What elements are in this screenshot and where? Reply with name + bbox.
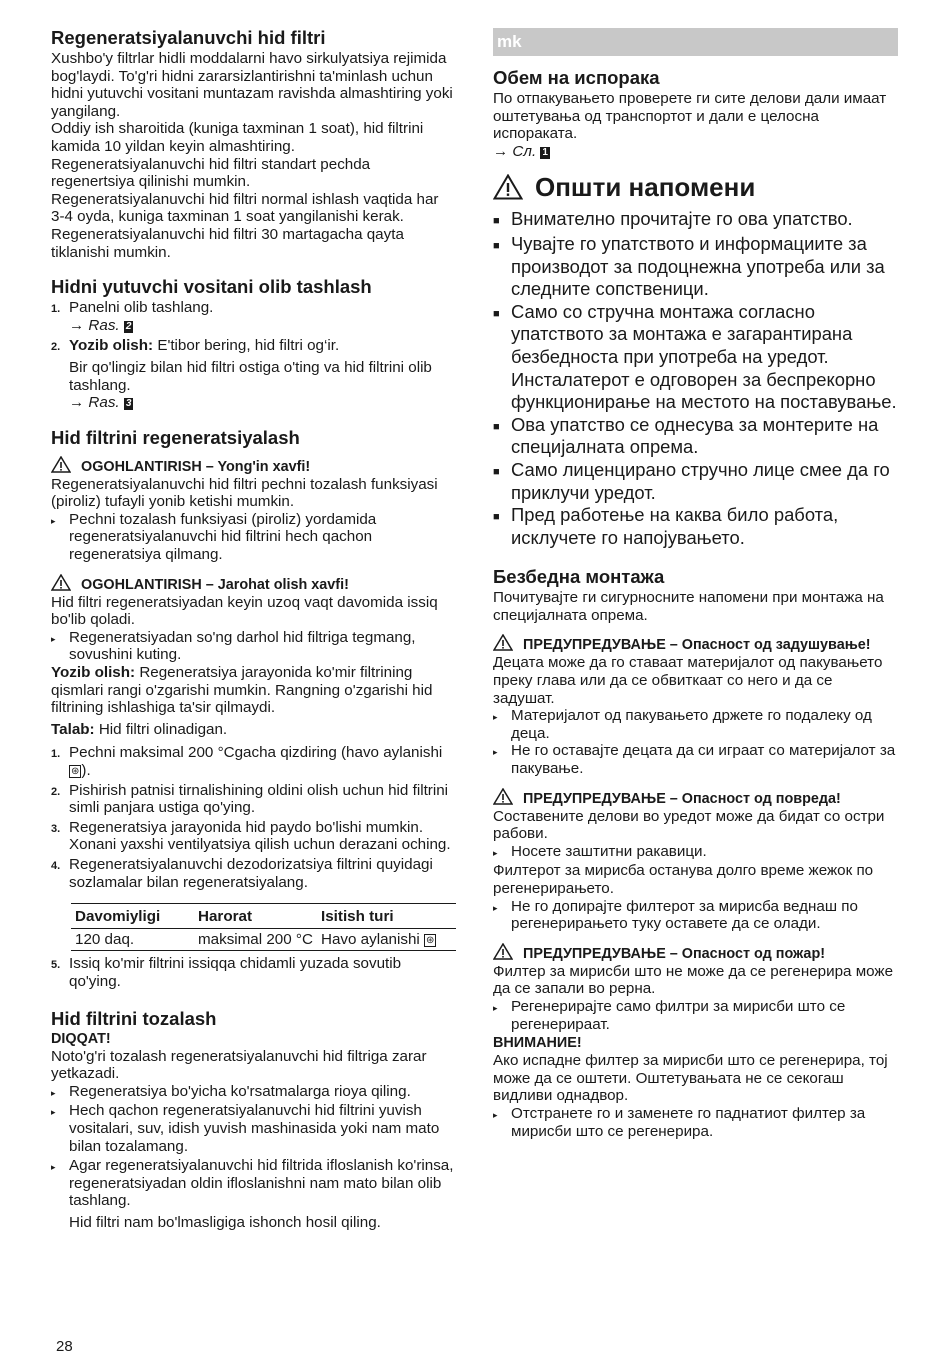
paragraph: Regeneratsiyalanuvchi hid filtri normal ishlash vaqtida har 3-4 oyda, kuniga taxminan 1 soat yangilanishi kerak. Regeneratsiyalanuvchi hid filtri 30 martagacha qayta tiklanishi mumkin.	[51, 190, 439, 261]
list-item	[51, 511, 456, 564]
warning-title-text: ПРЕДУПРЕДУВАЊЕ – Опасност од повреда!	[523, 790, 841, 807]
step-4	[51, 856, 456, 891]
step-1	[51, 744, 456, 779]
warning-triangle-icon	[51, 456, 71, 473]
list-item	[51, 1102, 456, 1155]
paragraph: По отпакувањето проверете ги сите делови дали имаат оштетувања од транспортот и дали е целосна испораката.	[493, 90, 887, 143]
list-item	[493, 301, 898, 414]
step-text	[69, 337, 456, 355]
list-item	[493, 504, 898, 549]
list-item	[51, 1083, 456, 1103]
bullet-arrow-icon: ▸	[51, 1162, 56, 1173]
step-text: Pishirish patnisi tirnalishining oldini olish uchun hid filtrini simli panjara ustiga qo'ying.	[69, 781, 449, 817]
list-item-text: Regeneratsiya bo'yicha ko'rsatmalarga rioya qiling.	[69, 1082, 411, 1100]
warning-triangle-icon	[493, 174, 523, 200]
table-cell: maksimal 200 °C	[194, 928, 317, 951]
warning-title-text: OGOHLANTIRISH – Yong'in xavfi!	[81, 458, 311, 475]
notice-title: ВНИМАНИЕ!	[493, 1035, 582, 1052]
requirement-label: Talab:	[51, 720, 95, 738]
list-item	[493, 707, 898, 742]
list-item	[493, 742, 898, 777]
list-item-text: Не го оставајте децата да си играат со материјалот за пакување.	[511, 742, 896, 778]
list-item	[493, 208, 898, 233]
paragraph: Noto'g'ri tozalash regeneratsiyalanuvchi hid filtriga zarar yetkazadi.	[51, 1047, 427, 1083]
section-title: Hid filtrini tozalash	[51, 1007, 217, 1029]
warning-title	[493, 943, 898, 963]
figure-ref	[69, 394, 456, 412]
list-item-text: Материјалот од пакувањето држете го подалеку од деца.	[511, 707, 872, 742]
paragraph: Децата може да го ставаат материјалот од пакувањето преку глава или да се обвиткаат со него и да се задушат.	[493, 654, 883, 707]
step-number: 1.	[51, 748, 61, 761]
convection-fan-icon: ⊛	[71, 766, 80, 777]
step-3	[51, 819, 456, 854]
notice-title: DIQQAT!	[51, 1030, 111, 1047]
bullet-square-icon: ■	[493, 420, 500, 433]
paragraph: Составените делови во уредот може да бидат со остри рабови.	[493, 807, 885, 843]
note-text: Regeneratsiya jarayonida ko'mir filtrining qismlari rangi o'zgarishi mumkin. Rangning o'zgarishi hid filtrining ishlashiga ta'sir qilmaydi.	[51, 664, 433, 717]
warning-title-text: OGOHLANTIRISH – Jarohat olish xavfi!	[81, 576, 349, 593]
paragraph: Почитувајте ги сигурносните напомени при монтажа на специјалната опрема.	[493, 589, 884, 624]
bullet-arrow-icon: ▸	[51, 633, 56, 644]
table-header-row	[71, 904, 456, 929]
list-item-text: Регенерирајте само филтри за мирисби што се регенерираат.	[511, 997, 846, 1033]
convection-fan-icon: ⊛	[426, 934, 435, 946]
warning-triangle-icon	[51, 574, 71, 591]
warning-triangle-icon	[493, 634, 513, 651]
table-cell	[317, 928, 456, 951]
warning-title	[493, 788, 898, 808]
section-heading-text: Општи напомени	[535, 172, 756, 203]
right-column	[493, 28, 898, 1140]
bullet-square-icon: ■	[493, 465, 500, 478]
table-cell: 120 daq.	[71, 928, 194, 951]
step-5	[51, 955, 456, 990]
paragraph: Hid filtri nam bo'lmasligiga ishonch hosil qiling.	[69, 1213, 381, 1231]
step-number: 5.	[51, 959, 61, 972]
figure-number-badge: 1	[542, 146, 548, 158]
figure-number-badge: 3	[125, 398, 132, 410]
bullet-arrow-icon: ▸	[493, 1002, 498, 1013]
warning-title	[51, 456, 456, 476]
table-header: Isitish turi	[317, 904, 456, 929]
paragraph: Regeneratsiyalanuvchi hid filtri pechni tozalash funksiyasi (piroliz) tufayli yonib ketishi mumkin.	[51, 475, 438, 511]
figure-number-badge: 2	[125, 320, 132, 332]
step-1	[51, 299, 456, 334]
warning-title	[493, 634, 898, 654]
bullet-arrow-icon: ▸	[493, 712, 498, 723]
requirement-text: Hid filtri olinadigan.	[94, 720, 228, 738]
list-item-text: Regeneratsiyadan so'ng darhol hid filtriga tegmang, sovushini kuting.	[69, 628, 416, 664]
list-item	[51, 629, 456, 664]
figure-ref	[493, 143, 898, 161]
list-item-text: Чувајте го упатството и информациите за производот за подоцнежна употреба или за следните сопственици.	[511, 232, 885, 300]
list-item-text: Носете заштитни ракавици.	[511, 842, 707, 860]
list-item	[493, 898, 898, 933]
page-number: 28	[56, 1338, 73, 1355]
bullet-square-icon: ■	[493, 511, 500, 524]
step-text: Issiq ko'mir filtrini issiqqa chidamli yuzada sovutib qo'ying.	[69, 955, 402, 990]
step-paragraph: Bir qo'lingiz bilan hid filtri ostiga o'ting va hid filtrini olib tashlang.	[69, 358, 432, 394]
warning-title-text: ПРЕДУПРЕДУВАЊЕ – Опасност од задушување!	[523, 637, 871, 654]
bullet-arrow-icon: ▸	[51, 515, 56, 526]
figure-ref	[69, 317, 213, 335]
bullet-arrow-icon: ▸	[493, 1109, 498, 1120]
figure-ref-text: → Ras.	[69, 394, 120, 412]
paragraph: Филтерот за мирисба останува долго време жежок по регенерирањето.	[493, 862, 874, 897]
step-2	[51, 782, 456, 817]
list-item-text: Ова упатство се однесува за монтерите на специјалната опрема.	[511, 413, 879, 458]
step-text-part: Pechni maksimal 200 °Cgacha qizdiring (havo aylanishi	[69, 744, 443, 762]
bullet-arrow-icon: ▸	[493, 747, 498, 758]
list-item	[493, 414, 898, 459]
warning-triangle-icon	[493, 943, 513, 960]
list-item	[51, 1157, 456, 1210]
paragraph: Xushbo'y filtrlar hidli moddalarni havo sirkulyatsiya rejimida bog'laydi. To'g'ri hidni zararsizlantirishni ta'minlash uchun hidni yutuvchi vositani muntazam ravishda almashtiring yoki yangilang.	[51, 50, 453, 120]
paragraph: Regeneratsiyalanuvchi hid filtri standart pechda regenertsiya qilinishi mumkin.	[51, 155, 371, 191]
list-item-text: Само лиценцирано стручно лице смее да го приклучи уредот.	[511, 458, 890, 503]
paragraph: Ако испадне филтер за мирисби што се регенерира, тој може да се оштети. Оштетувањата не се секогаш видливи однадвор.	[493, 1052, 888, 1105]
table-cell-text: Havo aylanishi	[321, 930, 420, 948]
table-header: Davomiyligi	[71, 904, 194, 929]
settings-table	[71, 903, 456, 951]
figure-ref-text: → Ras.	[69, 316, 120, 334]
paragraph: Hid filtri regeneratsiyadan keyin uzoq vaqt davomida issiq bo'lib qoladi.	[51, 593, 438, 629]
requirement	[51, 721, 456, 739]
left-column	[51, 28, 456, 1231]
list-item-text: Agar regeneratsiyalanuvchi hid filtrida ifloslanish ko'rinsa, regeneratsiyadan oldin ifloslanishni nam mato bilan olib tashlang.	[69, 1157, 454, 1210]
warning-title	[51, 574, 456, 594]
note-text: E'tibor bering, hid filtri og‘ir.	[153, 337, 340, 355]
note	[51, 664, 456, 717]
section-title: Безбедна монтажа	[493, 566, 665, 588]
paragraph: Филтер за мирисби што не може да се регенерира може да се запали во рерна.	[493, 962, 894, 998]
bullet-arrow-icon: ▸	[51, 1107, 56, 1118]
list-item-text: Не го допирајте филтерот за мирисба веднаш по регенерирањето туку оставете да се олади.	[511, 897, 858, 933]
list-item-text: Hech qachon regeneratsiyalanuvchi hid filtrini yuvish vositalari, suv, idish yuvish mashinasida yoki nam mato bilan tozalamang.	[69, 1102, 440, 1155]
bullet-arrow-icon: ▸	[493, 847, 498, 858]
list-item-text: Само со стручна монтажа согласно упатството за монтажа е загарантирана безбедноста при употреба на уредот. Инсталатерот е одговорен за беспрекорно функционирање на местото на поставување.	[511, 300, 897, 413]
step-text: Regeneratsiyalanuvchi dezodorizatsiya filtrini quyidagi sozlamalar bilan regeneratsiyalang.	[69, 855, 433, 891]
list-item	[493, 459, 898, 504]
section-title: Regeneratsiyalanuvchi hid filtri	[51, 27, 326, 48]
table-row	[71, 928, 456, 951]
figure-ref-text: → Сл.	[493, 142, 537, 160]
section-heading	[493, 172, 898, 202]
step-number: 2.	[51, 785, 61, 798]
step-text: Regeneratsiya jarayonida hid paydo bo'lishi mumkin. Xonani yaxshi ventilyatsiya qilish uchun derazani oching.	[69, 818, 451, 854]
section-title: Hidni yutuvchi vositani olib tashlash	[51, 276, 372, 298]
step-text-end: ).	[81, 762, 91, 779]
note-label: Yozib olish:	[51, 664, 136, 682]
warning-triangle-icon	[493, 788, 513, 805]
paragraph: Oddiy ish sharoitida (kuniga taxminan 1 soat), hid filtrini kamida 10 yildan keyin almashtiring.	[51, 120, 424, 155]
list-item	[493, 1105, 898, 1140]
step-number: 4.	[51, 859, 61, 872]
section-title: Hid filtrini regeneratsiyalash	[51, 426, 300, 448]
table-header: Harorat	[194, 904, 317, 929]
language-bar: mk	[493, 28, 898, 56]
step-text: Panelni olib tashlang.	[69, 299, 214, 317]
list-item	[493, 998, 898, 1033]
bullet-square-icon: ■	[493, 239, 500, 252]
step-text	[69, 744, 456, 779]
list-item-text: Отстранете го и заменете го паднатиот филтер за мирисби што се регенерира.	[511, 1104, 866, 1140]
bullet-arrow-icon: ▸	[493, 902, 498, 913]
step-number: 2.	[51, 341, 61, 354]
note-label: Yozib olish:	[69, 337, 154, 355]
list-item	[493, 233, 898, 301]
list-item-text: Пред работење на каква било работа, исклучете го напојувањето.	[511, 504, 839, 548]
section-title: Обем на испорака	[493, 67, 660, 88]
step-number: 1.	[51, 303, 61, 316]
step-number: 3.	[51, 822, 61, 835]
bullet-square-icon: ■	[493, 307, 500, 320]
warning-title-text: ПРЕДУПРЕДУВАЊЕ – Опасност од пожар!	[523, 945, 826, 962]
list-item-text: Pechni tozalash funksiyasi (piroliz) yordamida regeneratsiyalanuvchi hid filtrini hech qachon regeneratsiya qilmang.	[69, 510, 377, 564]
list-item	[493, 843, 898, 863]
bullet-square-icon: ■	[493, 215, 500, 228]
step-2	[51, 337, 456, 411]
list-item-text: Внимателно прочитајте го ова упатство.	[511, 208, 853, 230]
bullet-arrow-icon: ▸	[51, 1087, 56, 1098]
